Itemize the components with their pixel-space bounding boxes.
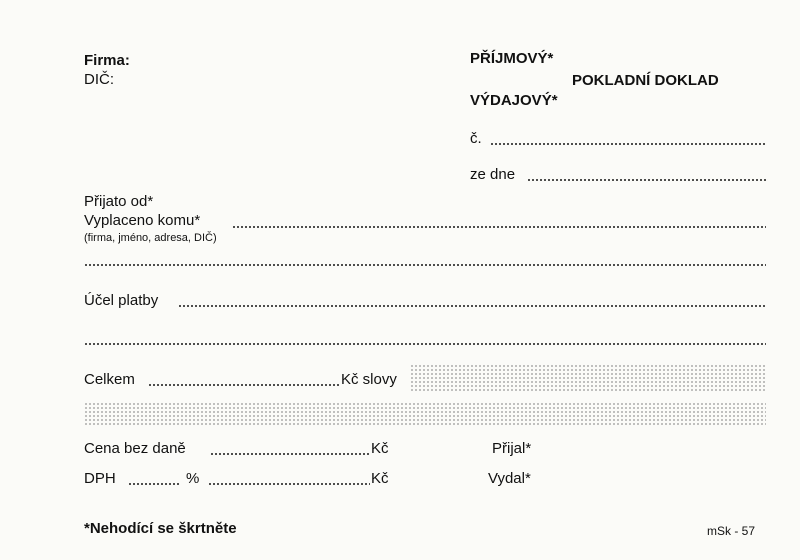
- payee-field[interactable]: [232, 226, 766, 228]
- doc-date-label: ze dne: [470, 166, 516, 183]
- total-amount-field[interactable]: [148, 384, 340, 386]
- dph-percent: %: [186, 470, 200, 487]
- cena-bez-dane-label: Cena bez daně: [84, 440, 186, 457]
- kc-slovy-label: Kč slovy: [341, 371, 397, 388]
- form-code: mSk - 57: [707, 524, 756, 538]
- purpose-field-line-2[interactable]: [84, 343, 766, 345]
- dic-label: DIČ:: [84, 71, 114, 88]
- doc-number-field[interactable]: [490, 143, 766, 145]
- vat-rate-field[interactable]: [128, 483, 180, 485]
- vyplaceno-komu-label: Vyplaceno komu*: [84, 212, 201, 229]
- payee-hint: (firma, jméno, adresa, DIČ): [84, 232, 217, 244]
- dph-label: DPH: [84, 470, 116, 487]
- title-vydajovy: VÝDAJOVÝ*: [470, 92, 558, 109]
- vydal-label: Vydal*: [488, 470, 531, 487]
- prijal-label: Přijal*: [492, 440, 532, 457]
- amount-in-words-field[interactable]: [410, 364, 766, 392]
- amount-in-words-field-line-2[interactable]: [84, 402, 766, 426]
- cena-unit: Kč: [371, 440, 389, 457]
- title-pokladni-doklad: POKLADNÍ DOKLAD: [572, 72, 719, 89]
- celkem-label: Celkem: [84, 371, 135, 388]
- title-prijmovy: PŘÍJMOVÝ*: [470, 50, 554, 67]
- firma-label: Firma:: [84, 52, 130, 69]
- strikethrough-note: *Nehodící se škrtněte: [84, 520, 237, 537]
- purpose-field[interactable]: [178, 305, 766, 307]
- ucel-platby-label: Účel platby: [84, 292, 159, 309]
- price-without-tax-field[interactable]: [210, 453, 370, 455]
- prijato-od-label: Přijato od*: [84, 193, 154, 210]
- vat-amount-field[interactable]: [208, 483, 370, 485]
- doc-date-field[interactable]: [527, 179, 766, 181]
- doc-number-label: č.: [470, 130, 482, 147]
- payee-field-line-2[interactable]: [84, 264, 766, 266]
- dph-unit: Kč: [371, 470, 389, 487]
